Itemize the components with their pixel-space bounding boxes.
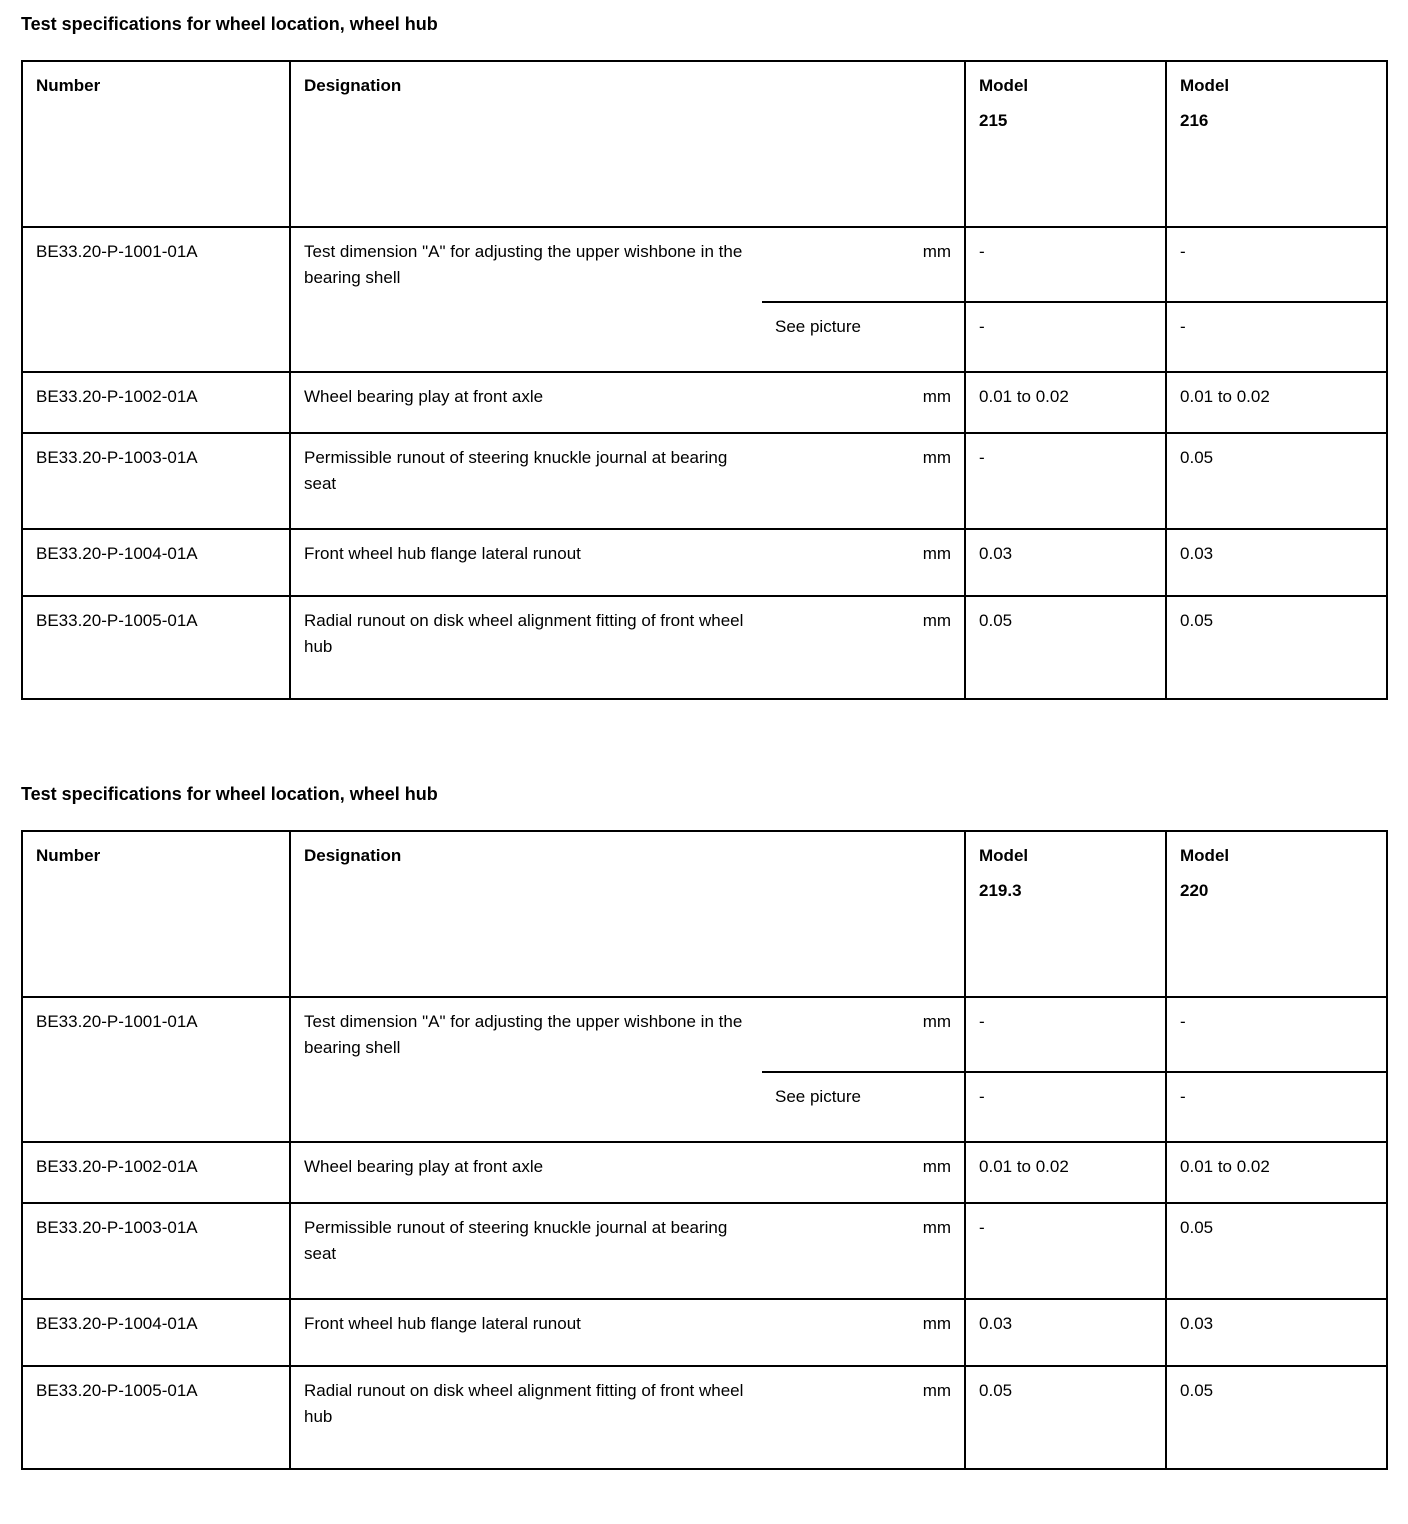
unit-cell: mm xyxy=(762,1366,965,1469)
model2-value-cell: 0.05 xyxy=(1166,1366,1387,1469)
column-header-model-1 xyxy=(965,831,1166,997)
unit-cell: mm xyxy=(762,1203,965,1299)
model-header-label: Model xyxy=(979,846,1029,865)
spec-designation-cell: Wheel bearing play at front axle xyxy=(290,1142,762,1203)
unit-cell: mm xyxy=(762,1142,965,1203)
model1-value-cell: - xyxy=(965,302,1166,372)
column-header-designation: Designation xyxy=(290,831,965,997)
model2-value-cell: - xyxy=(1166,302,1387,372)
spec-designation-cell: Test dimension "A" for adjusting the upper wishbone in the bearing shell xyxy=(290,227,762,372)
model2-value-cell: 0.03 xyxy=(1166,1299,1387,1366)
model-header-value: 216 xyxy=(1180,110,1209,130)
spec-number-cell: BE33.20-P-1004-01A xyxy=(22,529,290,596)
model-header-value: 219.3 xyxy=(979,880,1022,900)
table-header-row xyxy=(22,61,1387,227)
model1-value-cell: 0.03 xyxy=(965,1299,1166,1366)
table-title: Test specifications for wheel location, wheel hub xyxy=(21,14,438,34)
table-row xyxy=(22,529,1387,596)
table-row xyxy=(22,433,1387,529)
unit-cell: mm xyxy=(762,227,965,302)
spec-number-cell: BE33.20-P-1003-01A xyxy=(22,1203,290,1299)
table-row xyxy=(22,596,1387,699)
spec-block-1 xyxy=(21,14,1388,700)
unit-cell: mm xyxy=(762,997,965,1072)
model2-value-cell: - xyxy=(1166,1072,1387,1142)
model2-value-cell: - xyxy=(1166,997,1387,1072)
model1-value-cell: 0.05 xyxy=(965,1366,1166,1469)
model1-value-cell: 0.03 xyxy=(965,529,1166,596)
table-row xyxy=(22,372,1387,433)
table-row xyxy=(22,1366,1387,1469)
spec-designation-cell: Test dimension "A" for adjusting the upper wishbone in the bearing shell xyxy=(290,997,762,1142)
model1-value-cell: 0.05 xyxy=(965,596,1166,699)
model2-value-cell: 0.05 xyxy=(1166,596,1387,699)
spec-number-cell: BE33.20-P-1005-01A xyxy=(22,1366,290,1469)
model2-value-cell: 0.05 xyxy=(1166,1203,1387,1299)
spec-designation-cell: Front wheel hub flange lateral runout xyxy=(290,529,762,596)
spec-designation-cell: Permissible runout of steering knuckle journal at bearing seat xyxy=(290,433,762,529)
spec-designation-cell: Radial runout on disk wheel alignment fitting of front wheel hub xyxy=(290,1366,762,1469)
model1-value-cell: 0.01 to 0.02 xyxy=(965,372,1166,433)
unit-cell: mm xyxy=(762,1299,965,1366)
column-header-number: Number xyxy=(22,61,290,227)
model2-value-cell: 0.05 xyxy=(1166,433,1387,529)
model2-value-cell: 0.01 to 0.02 xyxy=(1166,372,1387,433)
model-header-label: Model xyxy=(1180,76,1230,95)
model2-value-cell: - xyxy=(1166,227,1387,302)
table-header-row xyxy=(22,831,1387,997)
unit-cell: mm xyxy=(762,529,965,596)
table-row xyxy=(22,1299,1387,1366)
model1-value-cell: - xyxy=(965,433,1166,529)
column-header-designation: Designation xyxy=(290,61,965,227)
table-row xyxy=(22,1203,1387,1299)
table-row xyxy=(22,227,1387,302)
spec-block-2 xyxy=(21,784,1388,1470)
spec-table xyxy=(21,60,1388,700)
model1-value-cell: - xyxy=(965,1203,1166,1299)
unit-cell: mm xyxy=(762,596,965,699)
see-picture-cell: See picture xyxy=(762,1072,965,1142)
table-row xyxy=(22,1142,1387,1203)
unit-cell: mm xyxy=(762,433,965,529)
spec-designation-cell: Wheel bearing play at front axle xyxy=(290,372,762,433)
spec-number-cell: BE33.20-P-1005-01A xyxy=(22,596,290,699)
column-header-model-1 xyxy=(965,61,1166,227)
spec-designation-cell: Radial runout on disk wheel alignment fitting of front wheel hub xyxy=(290,596,762,699)
model2-value-cell: 0.03 xyxy=(1166,529,1387,596)
spec-number-cell: BE33.20-P-1002-01A xyxy=(22,372,290,433)
column-header-number: Number xyxy=(22,831,290,997)
spec-designation-cell: Permissible runout of steering knuckle journal at bearing seat xyxy=(290,1203,762,1299)
column-header-model-2 xyxy=(1166,61,1387,227)
spec-designation-cell: Front wheel hub flange lateral runout xyxy=(290,1299,762,1366)
model1-value-cell: - xyxy=(965,227,1166,302)
column-header-model-2 xyxy=(1166,831,1387,997)
model2-value-cell: 0.01 to 0.02 xyxy=(1166,1142,1387,1203)
model-header-label: Model xyxy=(979,76,1029,95)
model1-value-cell: 0.01 to 0.02 xyxy=(965,1142,1166,1203)
model-header-value: 220 xyxy=(1180,880,1209,900)
spec-number-cell: BE33.20-P-1004-01A xyxy=(22,1299,290,1366)
model1-value-cell: - xyxy=(965,997,1166,1072)
spec-number-cell: BE33.20-P-1002-01A xyxy=(22,1142,290,1203)
see-picture-cell: See picture xyxy=(762,302,965,372)
spec-number-cell: BE33.20-P-1003-01A xyxy=(22,433,290,529)
model-header-value: 215 xyxy=(979,110,1008,130)
spec-table xyxy=(21,830,1388,1470)
spec-number-cell: BE33.20-P-1001-01A xyxy=(22,227,290,372)
spec-number-cell: BE33.20-P-1001-01A xyxy=(22,997,290,1142)
table-title: Test specifications for wheel location, wheel hub xyxy=(21,784,438,804)
unit-cell: mm xyxy=(762,372,965,433)
model-header-label: Model xyxy=(1180,846,1230,865)
model1-value-cell: - xyxy=(965,1072,1166,1142)
table-row xyxy=(22,997,1387,1072)
